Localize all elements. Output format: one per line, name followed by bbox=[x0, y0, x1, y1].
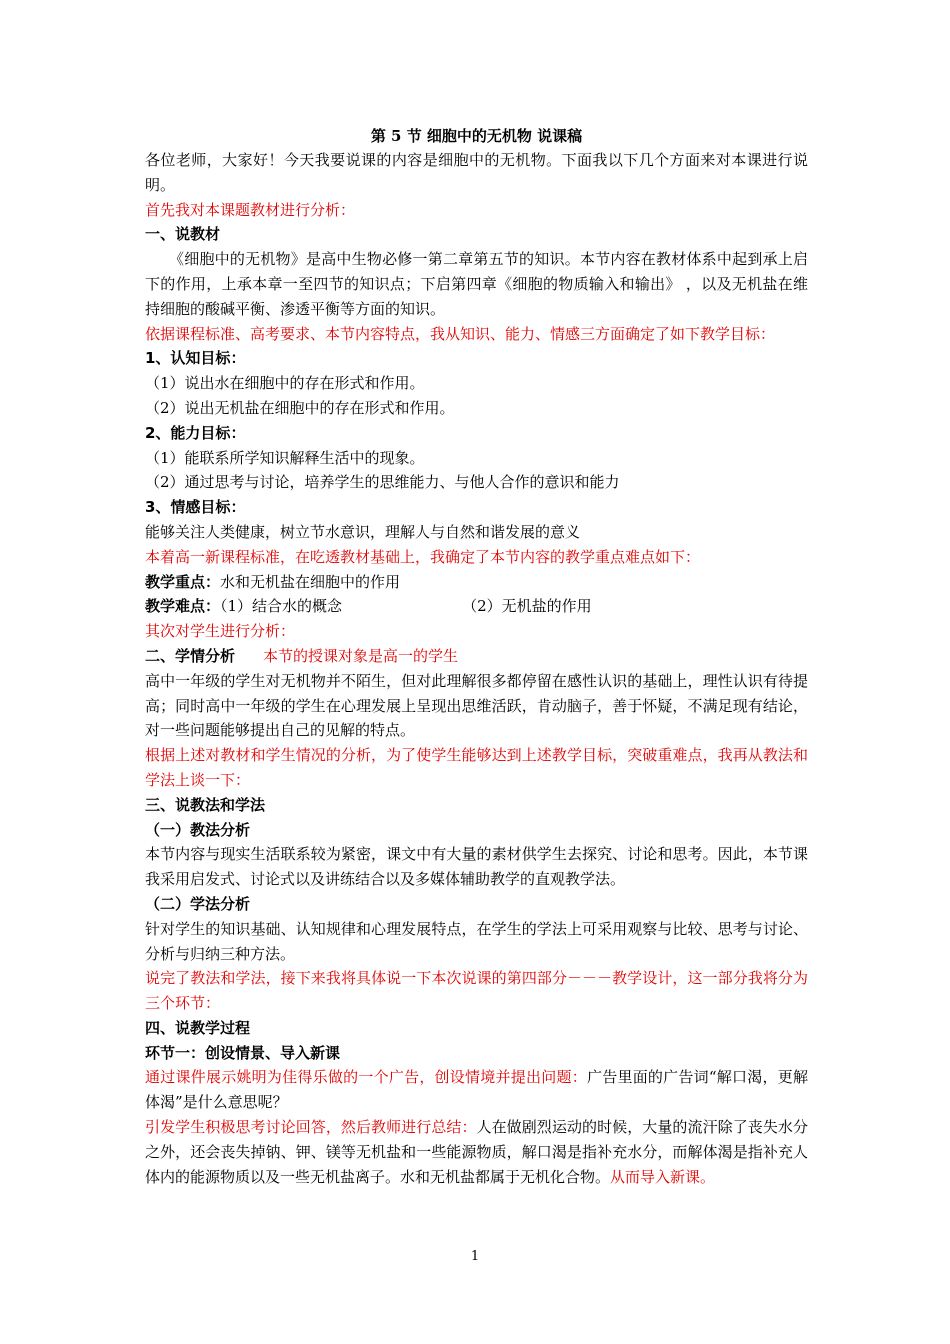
highlight-text: 通过课件展示姚明为佳得乐做的一个广告，创设情境并提出问题： bbox=[145, 1068, 587, 1087]
subheading: 1、认知目标： bbox=[145, 349, 246, 368]
difficulty-item: （2）无机盐的作用 bbox=[462, 597, 592, 616]
subheading: 环节一：创设情景、导入新课 bbox=[145, 1043, 341, 1062]
key-point-text: 水和无机盐在细胞中的作用 bbox=[220, 572, 401, 591]
body-paragraph: 能够关注人类健康，树立节水意识，理解人与自然和谐发展的意义 bbox=[145, 522, 581, 541]
transition-text: 本节的授课对象是高一的学生 bbox=[263, 646, 459, 665]
list-item: （2）说出无机盐在细胞中的存在形式和作用。 bbox=[145, 398, 455, 417]
transition-text: 本着高一新课程标准，在吃透教材基础上，我确定了本节内容的教学重点难点如下： bbox=[145, 547, 701, 566]
body-paragraph bbox=[145, 1115, 808, 1189]
list-item: （1）说出水在细胞中的存在形式和作用。 bbox=[145, 374, 425, 393]
body-paragraph: 《细胞中的无机物》是高中生物必修一第二章第五节的知识。本节内容在教材体系中起到承上启下的作用，上承本章一至四节的知识点；下启第四章《细胞的物质输入和输出》 ，以及无机盐在维持细胞的酸碱平衡、渗透平衡等方面的知识。 bbox=[145, 250, 808, 318]
subheading: （一）教法分析 bbox=[145, 820, 251, 839]
list-item: （2）通过思考与讨论，培养学生的思维能力、与他人合作的意识和能力 bbox=[145, 473, 620, 492]
body-paragraph: 高中一年级的学生对无机物并不陌生，但对此理解很多都停留在感性认识的基础上，理性认识有待提高；同时高中一年级的学生在心理发展上呈现出思维活跃，肯动脑子，善于怀疑，不满足现有结论，对一些问题能够提出自己的见解的特点。 bbox=[145, 671, 808, 740]
key-point-line bbox=[145, 570, 808, 595]
transition-text: 说完了教法和学法，接下来我将具体说一下本次说课的第四部分－－－教学设计，这一部分我将分为三个环节： bbox=[145, 969, 808, 1013]
difficulty-line bbox=[145, 594, 808, 619]
difficulty-item: （1）结合水的概念 bbox=[220, 597, 343, 616]
document-title: 第 5 节 细胞中的无机物 说课稿 bbox=[370, 127, 583, 145]
transition-text: 根据上述对教材和学生情况的分析，为了使学生能够达到上述教学目标，突破重难点，我再从教法和学法上谈一下： bbox=[145, 746, 808, 789]
subheading: 2、能力目标： bbox=[145, 423, 246, 442]
section-heading: 二、学情分析 bbox=[145, 646, 236, 665]
page-number: 1 bbox=[470, 1249, 480, 1264]
transition-text: 依据课程标准、高考要求、本节内容特点，我从知识、能力、情感三方面确定了如下教学目标： bbox=[145, 324, 776, 343]
body-paragraph bbox=[145, 1065, 808, 1115]
body-text: 人在做剧烈运动的时候，大量的流汗除了丧失水分之外，还会丧失掉钠、钾、镁等无机盐和一些能源物质，解口渴是指补充水分，而解体渴是指补充人体内的能源物质以及一些无机盐离子。水和无机盐都属于无机化合物。 bbox=[145, 1118, 808, 1186]
section-heading-line bbox=[145, 644, 808, 669]
section-heading: 四、说教学过程 bbox=[145, 1018, 251, 1037]
difficulty-label: 教学难点： bbox=[145, 597, 221, 616]
highlight-text: 从而导入新课。 bbox=[610, 1167, 716, 1186]
document-page bbox=[145, 124, 808, 1189]
transition-text: 其次对学生进行分析： bbox=[145, 622, 296, 641]
body-text: 广告里面的广告词“解口渴，更解体渴”是什么意思呢？ bbox=[145, 1068, 808, 1112]
body-paragraph: 本节内容与现实生活联系较为紧密，课文中有大量的素材供学生去探究、讨论和思考。因此，本节课我采用启发式、讨论式以及讲练结合以及多媒体辅助教学的直观教学法。 bbox=[145, 845, 808, 889]
transition-text: 首先我对本课题教材进行分析： bbox=[145, 200, 356, 219]
section-heading: 三、说教法和学法 bbox=[145, 795, 266, 814]
body-paragraph: 针对学生的知识基础、认知规律和心理发展特点，在学生的学法上可采用观察与比较、思考与讨论、分析与归纳三种方法。 bbox=[145, 919, 808, 963]
section-heading: 一、说教材 bbox=[145, 225, 221, 244]
intro-paragraph: 各位老师，大家好！今天我要说课的内容是细胞中的无机物。下面我以下几个方面来对本课进行说明。 bbox=[145, 151, 808, 194]
subheading: （二）学法分析 bbox=[145, 894, 251, 913]
list-item: （1）能联系所学知识解释生活中的现象。 bbox=[145, 448, 425, 467]
highlight-text: 引发学生积极思考讨论回答，然后教师进行总结： bbox=[145, 1118, 477, 1137]
key-point-label: 教学重点： bbox=[145, 572, 221, 591]
subheading: 3、情感目标： bbox=[145, 498, 246, 517]
